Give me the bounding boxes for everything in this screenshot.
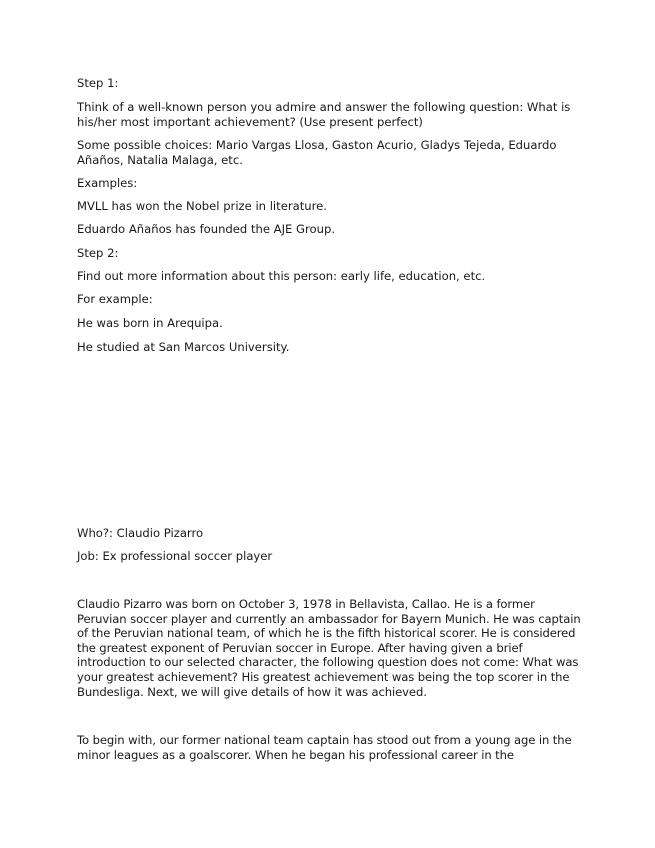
step2-instruction: Find out more information about this person: early life, education, etc.	[77, 269, 486, 283]
step2-example-1: He was born in Arequipa.	[77, 316, 223, 330]
step2-for-example-label: For example:	[77, 292, 153, 306]
step2-heading: Step 2:	[77, 246, 119, 260]
profile-job: Job: Ex professional soccer player	[77, 549, 273, 563]
step1-instruction: Think of a well-known person you admire and answer the following question: What is his/her most important achievement? (Use present perfect)	[77, 100, 571, 129]
biography-paragraph-2: To begin with, our former national team captain has stood out from a young age in the minor leagues as a goalscorer. When he began his professional career in the	[77, 733, 572, 762]
step2-example-2: He studied at San Marcos University.	[77, 340, 290, 354]
step1-choices: Some possible choices: Mario Vargas Llosa, Gaston Acurio, Gladys Tejeda, Eduardo Añaños, Natalia Malaga, etc.	[77, 138, 557, 167]
step1-examples-label: Examples:	[77, 176, 138, 190]
biography-paragraph-1: Claudio Pizarro was born on October 3, 1978 in Bellavista, Callao. He is a former Peruvian soccer player and currently an ambassador for Bayern Munich. He was captain of the Peruvian national team, of which he is the fifth historical scorer. He is considered the greatest exponent of Peruvian soccer in Europe. After having given a brief introduction to our selected character, the following question does not come: What was your greatest achievement? His greatest achievement was being the top scorer in the Bundesliga. Next, we will give details of how it was achieved.	[77, 597, 581, 699]
step1-heading: Step 1:	[77, 76, 119, 90]
step1-example-2: Eduardo Añaños has founded the AJE Group.	[77, 222, 336, 236]
profile-who: Who?: Claudio Pizarro	[77, 526, 204, 540]
step1-example-1: MVLL has won the Nobel prize in literature.	[77, 199, 327, 213]
